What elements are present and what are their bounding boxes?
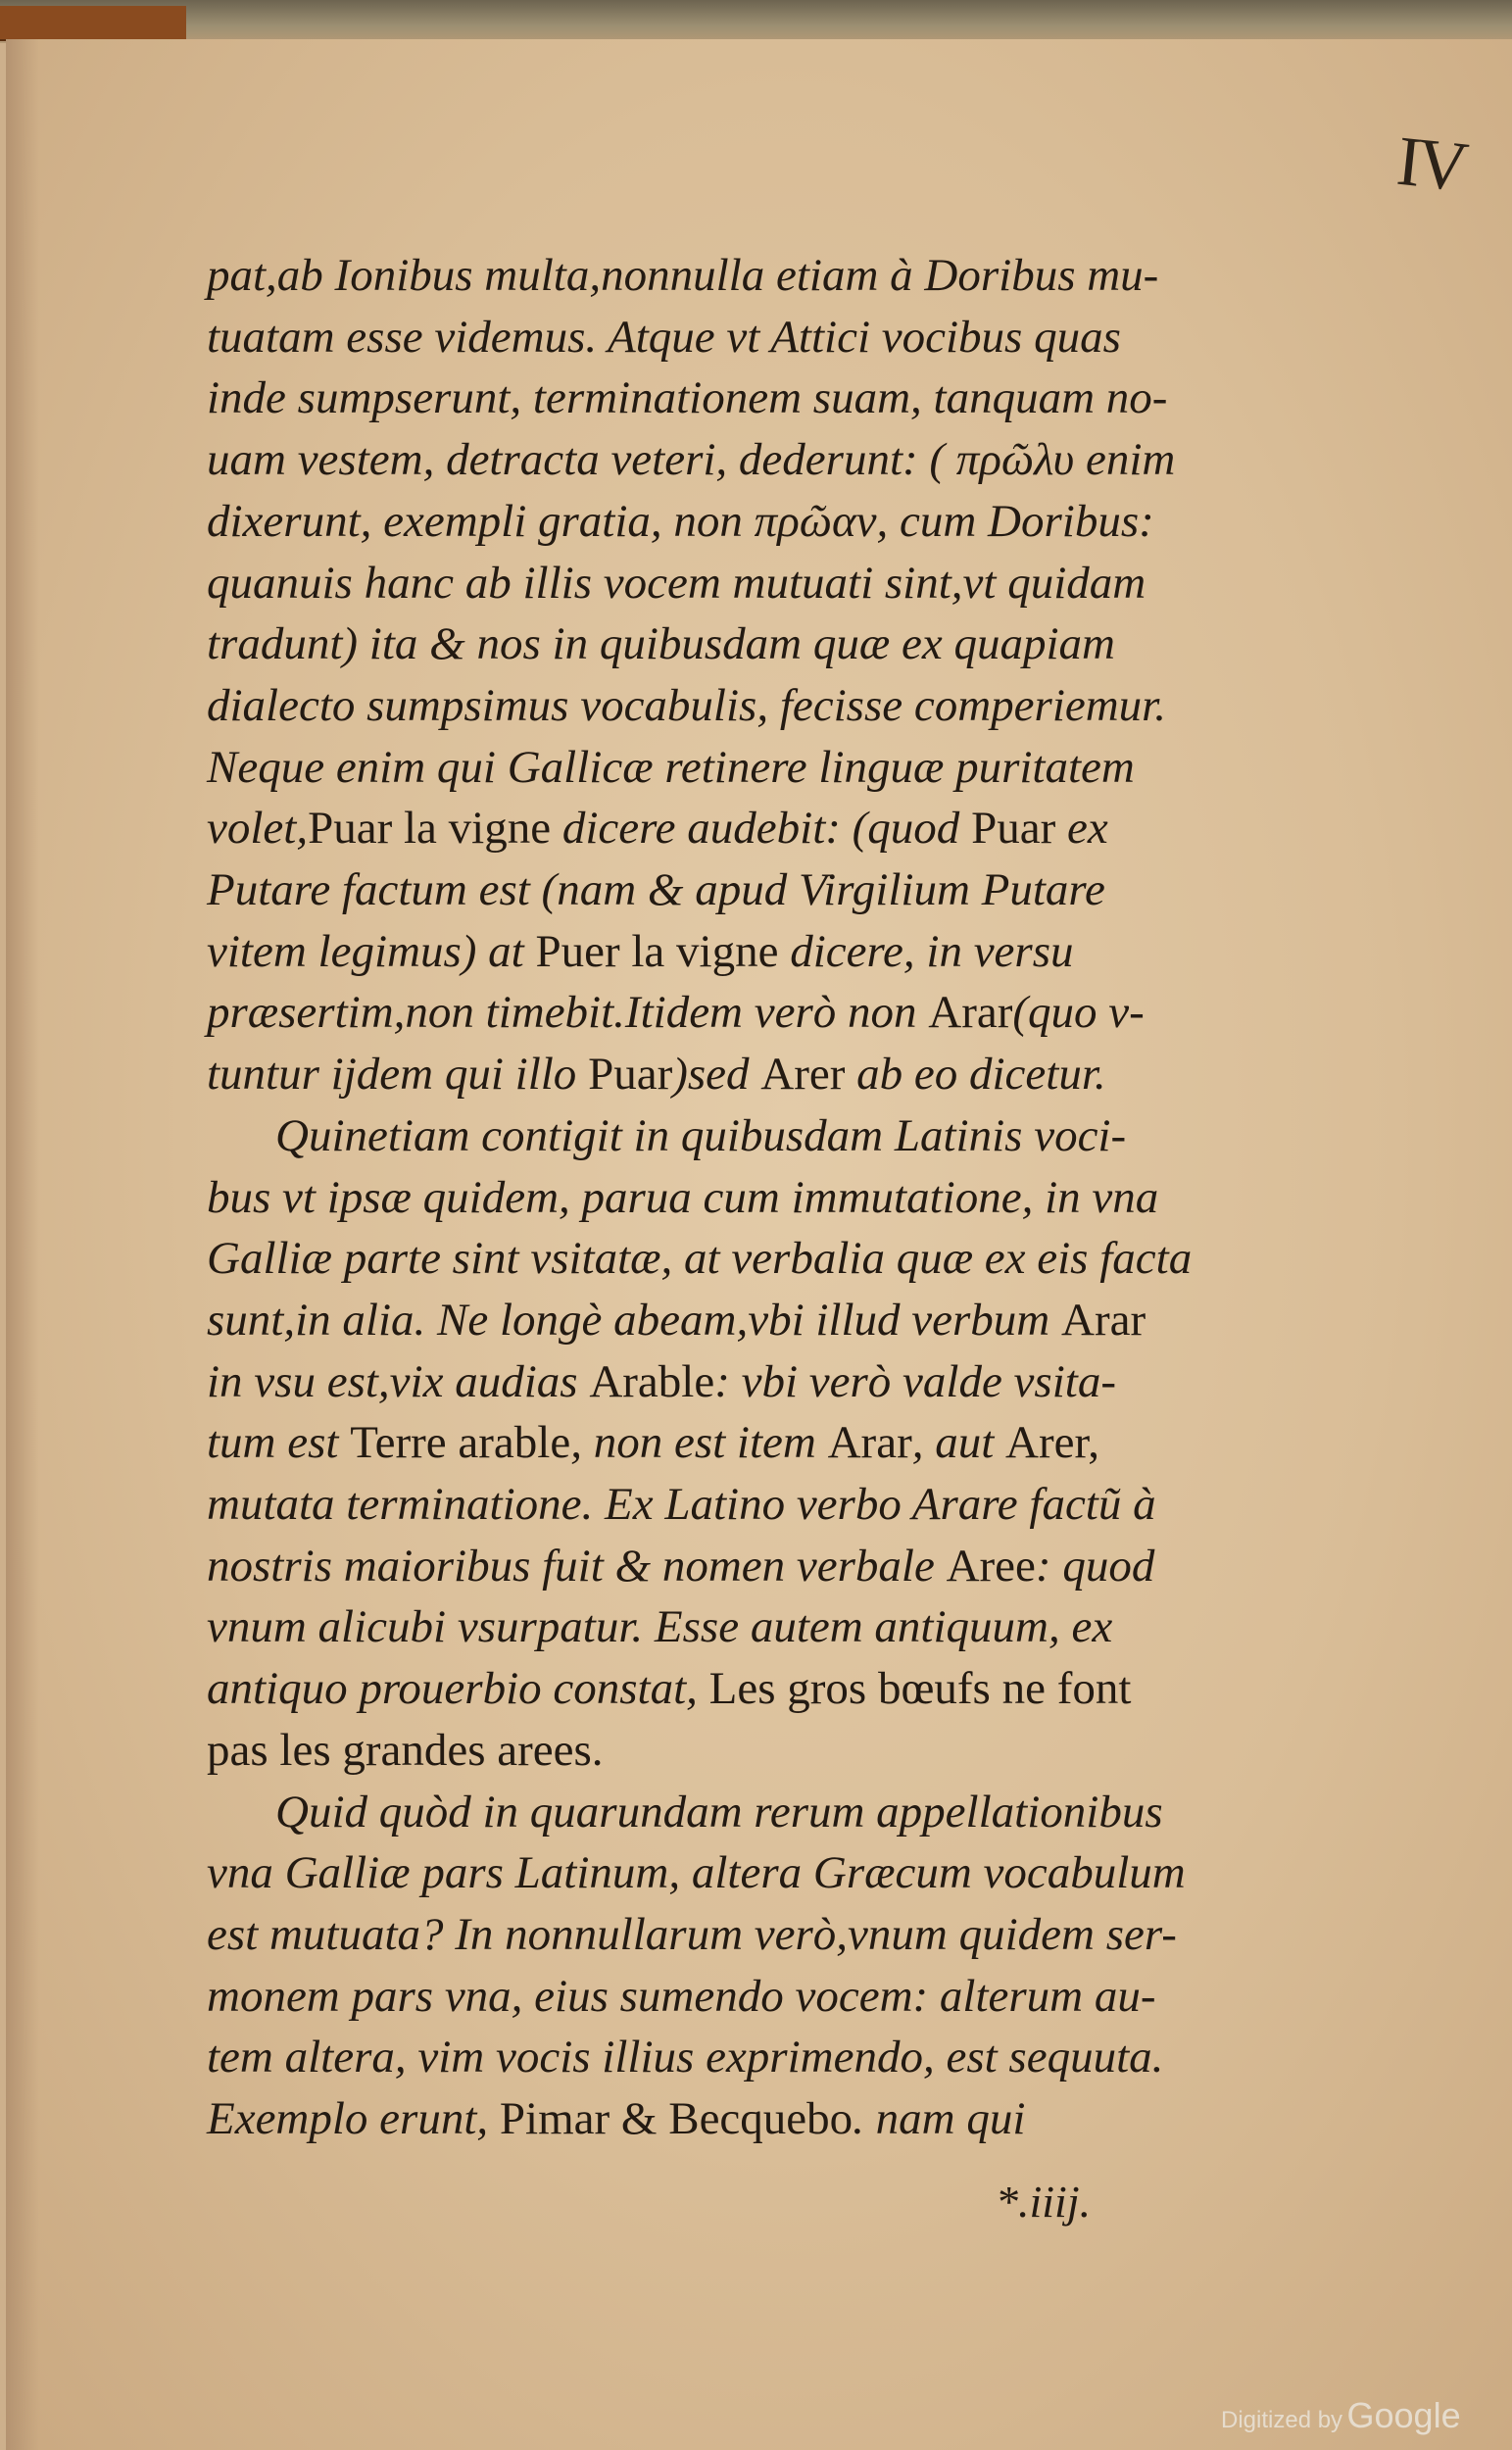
text-line xyxy=(207,1536,1290,1597)
roman-segment: Puer la vigne xyxy=(535,925,791,977)
text-line xyxy=(207,2027,1290,2088)
italic-segment: dialecto sumpsimus vocabulis, fecisse comperiemur. xyxy=(207,679,1167,731)
roman-segment: Puar la vigne xyxy=(308,803,562,855)
text-line xyxy=(207,491,1290,553)
text-line xyxy=(207,307,1290,368)
italic-segment: (quo v- xyxy=(1012,987,1145,1039)
italic-segment: tradunt) ita & nos in quibusdam quæ ex quapiam xyxy=(207,618,1115,670)
text-line xyxy=(207,1105,1290,1167)
italic-segment: , aut xyxy=(911,1417,1006,1469)
roman-segment: Pimar & Becquebo xyxy=(499,2093,854,2145)
italic-segment: : quod xyxy=(1035,1540,1155,1592)
italic-segment: volet, xyxy=(207,803,309,855)
text-line xyxy=(207,1966,1290,2028)
folio-number: IV xyxy=(1393,121,1469,207)
text-line xyxy=(207,675,1290,737)
italic-segment: vnum alicubi vsurpatur. Esse autem antiquum, ex xyxy=(207,1601,1113,1653)
text-line xyxy=(207,1720,1290,1782)
italic-segment: : vbi verò valde vsita- xyxy=(714,1355,1116,1407)
italic-segment: nostris maioribus fuit & nomen verbale xyxy=(207,1540,947,1592)
italic-segment: )sed xyxy=(672,1049,761,1101)
italic-segment: sunt,in alia. Ne longè abeam,vbi illud verbum xyxy=(207,1294,1062,1346)
italic-segment: , non est item xyxy=(570,1417,828,1469)
text-line xyxy=(207,1228,1290,1290)
italic-segment: antiquo prouerbio constat, xyxy=(207,1663,709,1715)
text-line xyxy=(207,1904,1290,1966)
text-line xyxy=(207,245,1290,307)
text-line xyxy=(207,613,1290,675)
italic-segment: mutata terminatione. Ex Latino verbo Arare factũ à xyxy=(207,1479,1156,1531)
roman-segment: pas les grandes arees. xyxy=(207,1724,604,1776)
italic-segment: Exemplo erunt, xyxy=(207,2093,500,2145)
italic-segment: Neque enim qui Gallicæ retinere linguæ puritatem xyxy=(207,741,1135,793)
italic-segment: vna Galliæ pars Latinum, altera Græcum vocabulum xyxy=(207,1847,1186,1899)
italic-segment: dicere audebit: (quod xyxy=(561,803,972,855)
italic-segment: dixerunt, exempli gratia, non πρῶαν, cum Doribus: xyxy=(207,495,1154,547)
roman-segment: Terre arable xyxy=(350,1417,571,1469)
italic-segment: ex xyxy=(1066,803,1108,855)
italic-segment: inde sumpserunt, terminationem suam, tanquam no- xyxy=(207,372,1168,424)
body-text xyxy=(207,245,1290,2150)
italic-segment: Quid quòd in quarundam rerum appellationibus xyxy=(275,1786,1163,1838)
book-top-edge xyxy=(0,0,1512,43)
text-line xyxy=(207,1474,1290,1536)
text-line xyxy=(207,859,1290,921)
text-line xyxy=(207,798,1290,859)
text-line xyxy=(207,2088,1290,2150)
italic-segment: monem pars vna, eius sumendo vocem: alterum au- xyxy=(207,1970,1156,2022)
italic-segment: pat,ab Ionibus multa,nonnulla etiam à Doribus mu- xyxy=(207,250,1159,301)
italic-segment: est mutuata? In nonnullarum verò,vnum quidem ser- xyxy=(207,1908,1177,1960)
watermark-brand: Google xyxy=(1346,2395,1461,2435)
text-line xyxy=(207,1351,1290,1413)
text-line xyxy=(207,429,1290,491)
signature-mark: *.iiij. xyxy=(996,2177,1092,2227)
italic-segment: præsertim,non timebit.Itidem verò non xyxy=(207,987,929,1039)
text-line xyxy=(207,553,1290,614)
text-line xyxy=(207,982,1290,1044)
italic-segment: uam vestem, detracta veteri, dederunt: ( πρῶλυ enim xyxy=(207,434,1176,486)
italic-segment: in vsu est,vix audias xyxy=(207,1355,590,1407)
text-line xyxy=(207,368,1290,429)
italic-segment: . nam qui xyxy=(853,2093,1026,2145)
italic-segment: Galliæ parte sint vsitatæ, at verbalia quæ ex eis facta xyxy=(207,1233,1193,1285)
roman-segment: Aree xyxy=(946,1540,1036,1592)
text-line xyxy=(207,1290,1290,1351)
text-line xyxy=(207,1842,1290,1904)
text-line xyxy=(207,1412,1290,1474)
watermark-prefix: Digitized by xyxy=(1221,2407,1343,2433)
italic-segment: bus vt ipsæ quidem, parua cum immutatione, in vna xyxy=(207,1171,1159,1223)
italic-segment: tem altera, vim vocis illius exprimendo, est sequuta. xyxy=(207,2032,1164,2083)
text-line xyxy=(207,1044,1290,1105)
italic-segment: dicere, in versu xyxy=(790,925,1074,977)
roman-segment: Arable xyxy=(589,1355,715,1407)
digitization-watermark xyxy=(1221,2395,1461,2436)
text-line xyxy=(207,1596,1290,1658)
roman-segment: Arer xyxy=(760,1049,857,1101)
text-line xyxy=(207,1658,1290,1720)
bookmark-tab xyxy=(0,6,186,41)
italic-segment: Putare factum est (nam & apud Virgilium Putare xyxy=(207,864,1105,916)
italic-segment: Quinetiam contigit in quibusdam Latinis voci- xyxy=(275,1109,1127,1161)
roman-segment: Arer, xyxy=(1005,1417,1100,1469)
italic-segment: tum est xyxy=(207,1417,351,1469)
book-page xyxy=(6,39,1512,2450)
roman-segment: Les gros bœufs ne font xyxy=(708,1663,1132,1715)
roman-segment: Arar xyxy=(827,1417,912,1469)
roman-segment: Arar xyxy=(1061,1294,1146,1346)
italic-segment: tuatam esse videmus. Atque vt Attici vocibus quas xyxy=(207,311,1121,363)
italic-segment: tuntur ijdem qui illo xyxy=(207,1049,589,1101)
roman-segment: Puar xyxy=(588,1049,673,1101)
italic-segment: quanuis hanc ab illis vocem mutuati sint,vt quidam xyxy=(207,557,1146,609)
italic-segment: ab eo dicetur. xyxy=(856,1049,1106,1101)
text-line xyxy=(207,921,1290,983)
text-line xyxy=(207,1167,1290,1229)
text-line xyxy=(207,1782,1290,1843)
roman-segment: Arar xyxy=(928,987,1013,1039)
text-line xyxy=(207,737,1290,799)
italic-segment: vitem legimus) at xyxy=(207,925,536,977)
roman-segment: Puar xyxy=(971,803,1067,855)
